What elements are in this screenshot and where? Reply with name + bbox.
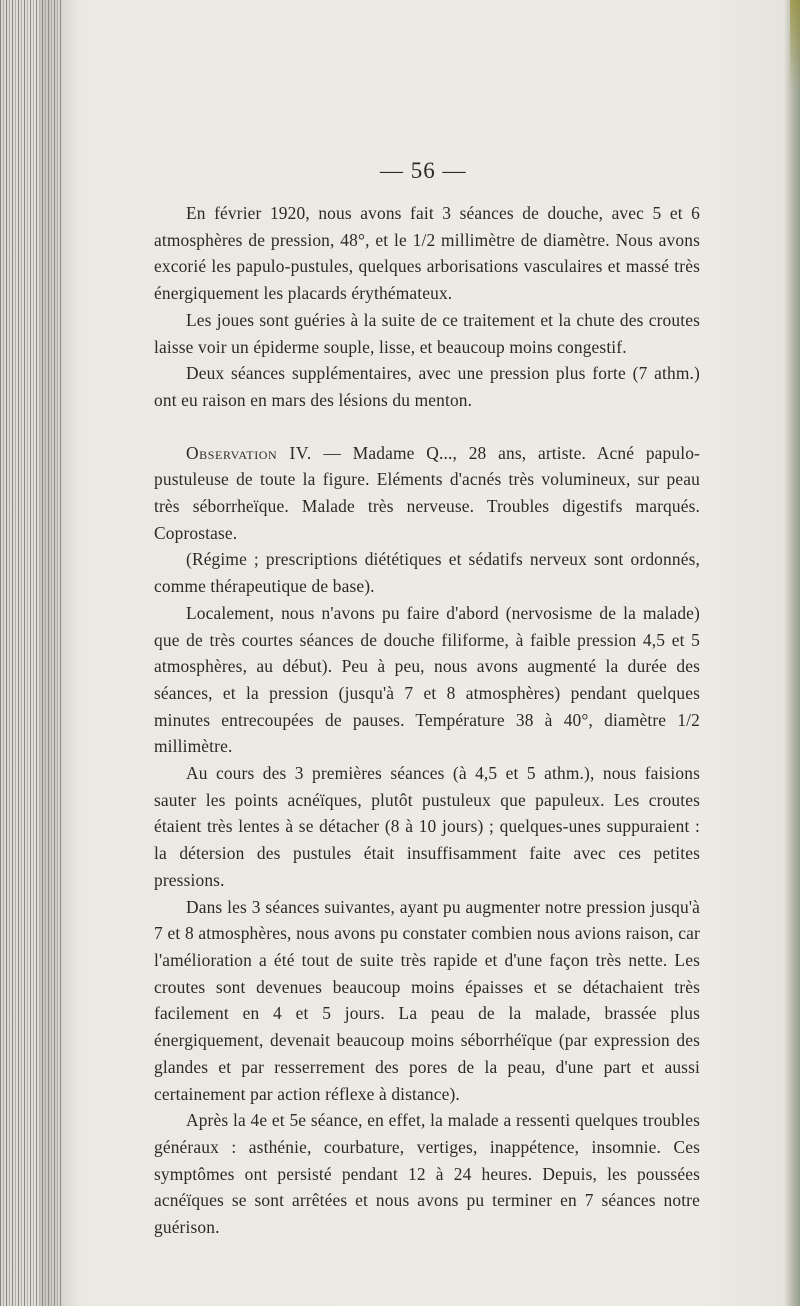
observation-paragraph-3: Au cours des 3 premières séances (à 4,5 et 5 athm.), nous faisions sauter les points acnéïques, plutôt pustuleux que papuleux. Les croutes étaient très lentes à se détacher (8 à 10 jours) ; quelques-unes suppuraient : la détersion des pustules était insuffisamment faite avec ces petites pressions. xyxy=(154,763,700,890)
page-number: — 56 — xyxy=(380,158,467,183)
observation-intro: — Madame Q..., 28 ans, artiste. Acné papulo-pustuleuse de toute la figure. Eléments d'acnés très volumineux, sur peau très séborrheïque. Malade très nerveuse. Troubles digestifs marqués. Coprostase. xyxy=(154,442,700,543)
observation-paragraph-2: Localement, nous n'avons pu faire d'abord (nervosisme de la malade) que de très courtes séances de douche filiforme, à faible pression 4,5 et 5 atmosphères, au début). Peu à peu, nous avons augmenté la durée des séances, et la pression (jusqu'à 7 et 8 atmosphères) pendant quelques minutes entrecoupées de pauses. Température 38 à 40°, diamètre 1/2 millimètre. xyxy=(154,602,700,757)
paragraph-1: En février 1920, nous avons fait 3 séances de douche, avec 5 et 6 atmosphères de pression, 48°, et le 1/2 millimètre de diamètre. Nous avons excorié les papulo-pustules, quelques arborisations vasculaires et massé très énergiquement les placards érythémateux. xyxy=(154,203,700,304)
observation-paragraph-1: (Régime ; prescriptions diététiques et sédatifs nerveux sont ordonnés, comme thérapeutique de base). xyxy=(154,549,700,597)
paragraph-3: Deux séances supplémentaires, avec une pression plus forte (7 athm.) ont eu raison en mars des lésions du menton. xyxy=(154,363,700,410)
paragraph-2: Les joues sont guéries à la suite de ce traitement et la chute des croutes laisse voir un épiderme souple, lisse, et beaucoup moins congestif. xyxy=(154,309,700,357)
body-text xyxy=(154,200,700,1241)
page-edge-stain xyxy=(790,0,800,90)
binding-fade xyxy=(40,0,80,1306)
observation-paragraph-4: Dans les 3 séances suivantes, ayant pu augmenter notre pression jusqu'à 7 et 8 atmosphères, nous avons pu constater combien nous avions raison, car l'amélioration a été tout de suite très rapide et d'une façon très nette. Les croutes sont devenues beaucoup moins épaisses et se détachaient très facilement en 4 et 5 jours. La peau de la malade, brassée plus énergiquement, devenait beaucoup moins séborrhéïque (par expression des glandes et par resserrement des pores de la peau, d'une part et aussi certainement par action réflexe à distance). xyxy=(154,896,700,1104)
observation-paragraph xyxy=(154,440,700,547)
observation-heading: Observation IV. xyxy=(186,442,312,463)
observation-paragraph-5: Après la 4e et 5e séance, en effet, la malade a ressenti quelques troubles généraux : asthénie, courbature, vertiges, inappétence, insomnie. Ces symptômes ont persisté pendant 12 à 24 heures. Depuis, les poussées acnéïques se sont arrêtées et nous avons pu terminer en 7 séances notre guérison. xyxy=(154,1110,700,1238)
page-edge-right xyxy=(784,0,800,1306)
